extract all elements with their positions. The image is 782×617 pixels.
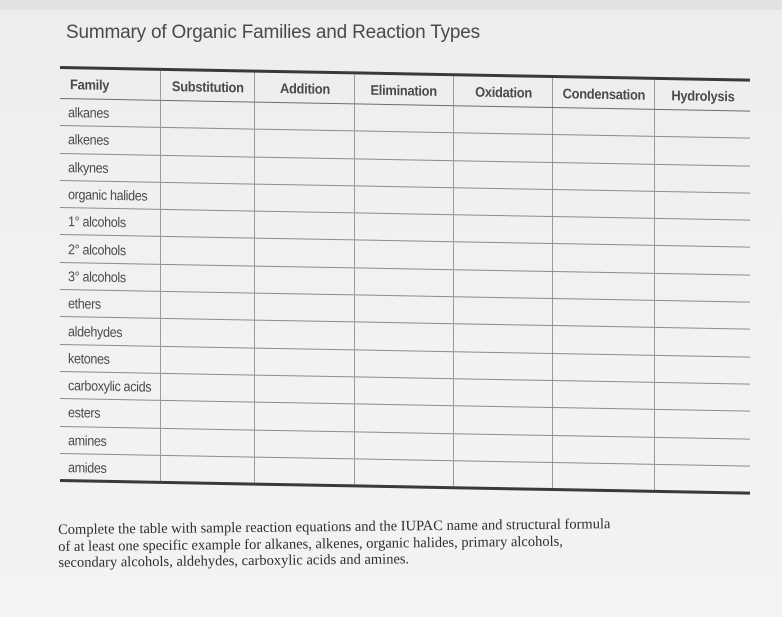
answer-cell[interactable]: [454, 133, 553, 162]
family-label: organic halides: [68, 186, 148, 204]
answer-cell[interactable]: [454, 106, 553, 135]
family-label: esters: [68, 404, 101, 422]
answer-cell[interactable]: [255, 402, 355, 431]
family-label: ethers: [68, 295, 101, 312]
answer-cell[interactable]: [255, 102, 355, 131]
answer-cell[interactable]: [354, 104, 453, 133]
answer-cell[interactable]: [454, 215, 553, 244]
answer-cell[interactable]: [161, 264, 255, 293]
page-title: Summary of Organic Families and Reaction Types: [66, 22, 480, 43]
family-label: ketones: [68, 349, 110, 367]
answer-cell[interactable]: [255, 348, 355, 377]
answer-cell[interactable]: [354, 186, 453, 215]
instructions-line: secondary alcohols, aldehydes, carboxylic acids and amines.: [58, 551, 410, 571]
answer-cell[interactable]: [655, 109, 750, 138]
answer-cell[interactable]: [454, 379, 553, 408]
answer-cell[interactable]: [553, 271, 655, 300]
answer-cell[interactable]: [655, 164, 750, 193]
answer-cell[interactable]: [553, 353, 655, 382]
answer-cell[interactable]: [161, 182, 255, 211]
answer-cell[interactable]: [553, 244, 655, 273]
family-label: amines: [68, 431, 107, 449]
answer-cell[interactable]: [161, 346, 255, 375]
family-cell: [60, 99, 161, 128]
answer-cell[interactable]: [161, 291, 255, 320]
answer-cell[interactable]: [354, 377, 453, 406]
answer-cell[interactable]: [553, 108, 655, 137]
instructions-text: [58, 515, 698, 571]
answer-cell[interactable]: [161, 428, 255, 457]
answer-cell[interactable]: [553, 326, 655, 355]
column-header-substitution: Substitution: [165, 69, 251, 102]
family-label: alkenes: [68, 131, 109, 149]
answer-cell[interactable]: [553, 408, 655, 437]
answer-cell[interactable]: [354, 431, 453, 460]
answer-cell[interactable]: [354, 131, 453, 160]
answer-cell[interactable]: [553, 135, 655, 164]
answer-cell[interactable]: [553, 189, 655, 218]
answer-cell[interactable]: [454, 269, 553, 298]
answer-cell[interactable]: [161, 401, 255, 430]
answer-cell[interactable]: [354, 322, 453, 351]
answer-cell[interactable]: [161, 128, 255, 157]
answer-cell[interactable]: [354, 295, 453, 324]
answer-cell[interactable]: [454, 188, 553, 217]
answer-cell[interactable]: [255, 457, 355, 486]
answer-cell[interactable]: [553, 462, 655, 491]
answer-cell[interactable]: [161, 100, 255, 129]
answer-cell[interactable]: [454, 433, 553, 462]
family-cell: [60, 399, 161, 428]
family-cell: [60, 290, 161, 319]
answer-cell[interactable]: [553, 162, 655, 191]
answer-cell[interactable]: [655, 219, 750, 248]
family-label: alkynes: [68, 158, 109, 176]
answer-cell[interactable]: [454, 242, 553, 271]
answer-cell[interactable]: [454, 406, 553, 435]
answer-cell[interactable]: [553, 217, 655, 246]
family-cell: [60, 126, 161, 155]
family-label: alkanes: [68, 104, 109, 122]
answer-cell[interactable]: [161, 373, 255, 402]
column-header-condensation: Condensation: [557, 77, 651, 110]
top-shadow-band: [0, 0, 782, 10]
answer-cell[interactable]: [354, 240, 453, 269]
column-header-hydrolysis: Hydrolysis: [658, 78, 746, 111]
answer-cell[interactable]: [354, 158, 453, 187]
instructions-line: of at least one specific example for alkanes, alkenes, organic halides, primary alcohols,: [58, 533, 563, 555]
family-cell: [60, 262, 161, 291]
family-label: carboxylic acids: [68, 377, 152, 395]
family-cell: [60, 371, 161, 400]
answer-cell[interactable]: [255, 211, 355, 240]
reaction-types-table: [60, 66, 750, 495]
answer-cell[interactable]: [553, 435, 655, 464]
answer-cell[interactable]: [655, 273, 750, 302]
family-label: amides: [68, 458, 107, 476]
answer-cell[interactable]: [454, 160, 553, 189]
answer-cell[interactable]: [553, 381, 655, 410]
family-cell: [60, 344, 161, 373]
column-header-elimination: Elimination: [358, 73, 449, 106]
family-label: aldehydes: [68, 322, 123, 340]
answer-cell[interactable]: [255, 266, 355, 295]
answer-cell[interactable]: [655, 410, 750, 439]
answer-cell[interactable]: [454, 351, 553, 380]
answer-cell[interactable]: [354, 213, 453, 242]
answer-cell[interactable]: [655, 355, 750, 384]
answer-cell[interactable]: [655, 300, 750, 329]
answer-cell[interactable]: [255, 293, 355, 322]
family-label: 1° alcohols: [68, 213, 126, 231]
family-cell: [60, 235, 161, 264]
answer-cell[interactable]: [255, 129, 355, 158]
answer-cell[interactable]: [161, 210, 255, 239]
family-cell: [60, 180, 161, 209]
column-header-family: Family: [60, 68, 161, 101]
answer-cell[interactable]: [161, 455, 255, 484]
family-cell: [60, 153, 161, 182]
answer-cell[interactable]: [161, 237, 255, 266]
answer-cell[interactable]: [655, 137, 750, 166]
answer-cell[interactable]: [255, 157, 355, 186]
answer-cell[interactable]: [655, 437, 750, 466]
answer-cell[interactable]: [655, 246, 750, 275]
answer-cell[interactable]: [354, 459, 453, 488]
answer-cell[interactable]: [354, 404, 453, 433]
column-header-oxidation: Oxidation: [458, 75, 549, 108]
answer-cell[interactable]: [354, 350, 453, 379]
answer-cell[interactable]: [454, 297, 553, 326]
answer-cell[interactable]: [354, 268, 453, 297]
family-label: 2° alcohols: [68, 240, 126, 258]
instructions-line: Complete the table with sample reaction equations and the IUPAC name and structural formula: [58, 516, 611, 538]
column-header-addition: Addition: [259, 71, 351, 104]
answer-cell[interactable]: [655, 382, 750, 411]
answer-cell[interactable]: [255, 375, 355, 404]
answer-cell[interactable]: [655, 464, 750, 493]
answer-cell[interactable]: [655, 328, 750, 357]
answer-cell[interactable]: [655, 191, 750, 220]
family-cell: [60, 453, 161, 482]
family-cell: [60, 426, 161, 455]
answer-cell[interactable]: [161, 319, 255, 348]
family-label: 3° alcohols: [68, 268, 126, 286]
answer-cell[interactable]: [255, 184, 355, 213]
answer-cell[interactable]: [553, 299, 655, 328]
answer-cell[interactable]: [255, 320, 355, 349]
answer-cell[interactable]: [454, 324, 553, 353]
family-cell: [60, 317, 161, 346]
answer-cell[interactable]: [255, 239, 355, 268]
answer-cell[interactable]: [454, 461, 553, 490]
answer-cell[interactable]: [161, 155, 255, 184]
answer-cell[interactable]: [255, 430, 355, 459]
family-cell: [60, 208, 161, 237]
table-body: [60, 99, 750, 494]
